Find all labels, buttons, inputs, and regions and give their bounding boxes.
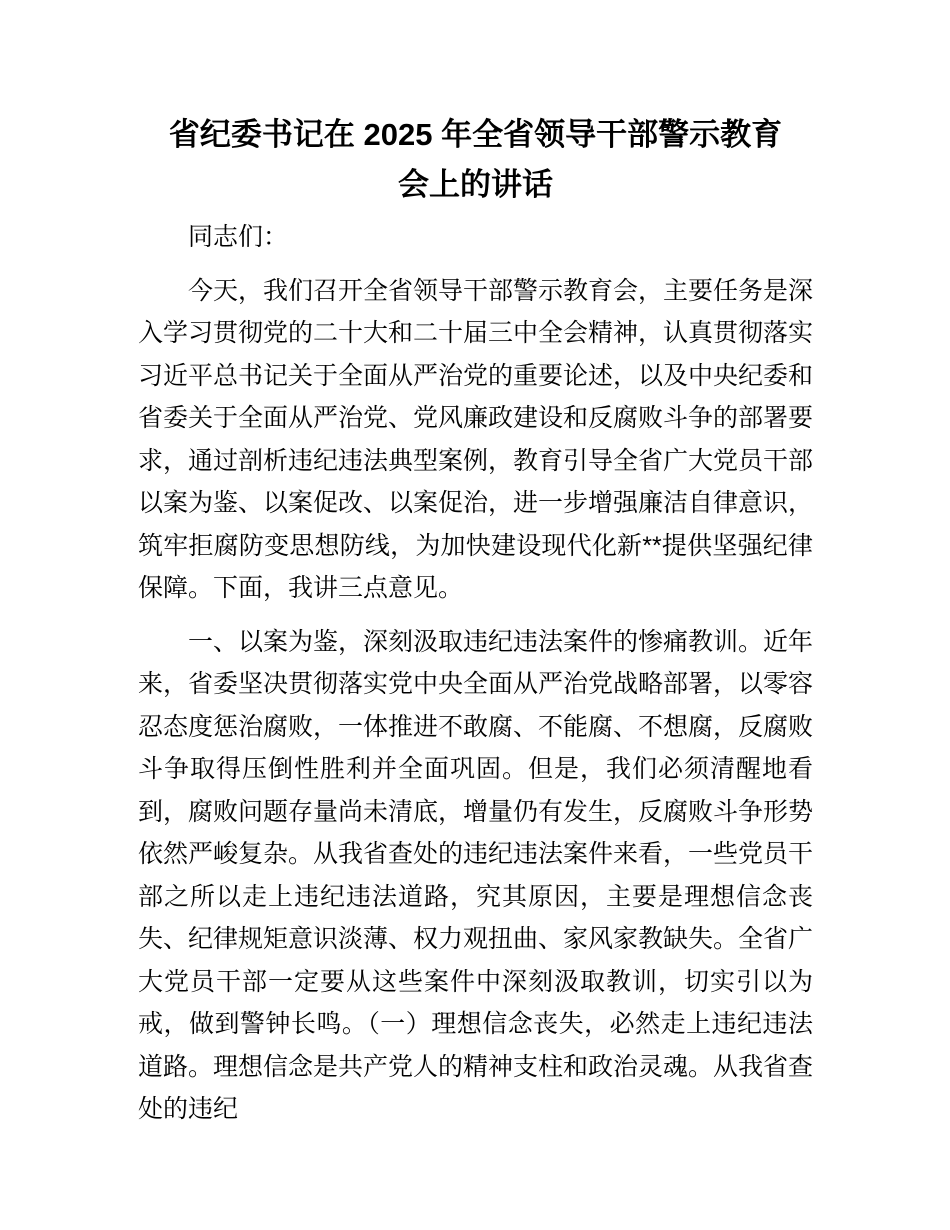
paragraph-opening: 今天，我们召开全省领导干部警示教育会，主要任务是深入学习贯彻党的二十大和二十届三中全会精神，认真贯彻落实习近平总书记关于全面从严治党的重要论述，以及中央纪委和省委关于全面从严治党、党风廉政建设和反腐败斗争的部署要求，通过剖析违纪违法典型案例，教育引导全省广大党员干部以案为鉴、以案促改、以案促治，进一步增强廉洁自律意识，筑牢拒腐防变思想防线，为加快建设现代化新**提供坚强纪律保障。下面，我讲三点意见。 [138,276,814,602]
salutation: 同志们： [188,223,289,251]
title-line-1: 省纪委书记在 2025 年全省领导干部警示教育 [168,117,783,152]
paragraph-section-one: 一、以案为鉴，深刻汲取违纪违法案件的惨痛教训。近年来，省委坚决贯彻落实党中央全面从严治党战略部署，以零容忍态度惩治腐败，一体推进不敢腐、不能腐、不想腐，反腐败斗争取得压倒性胜利并全面巩固。但是，我们必须清醒地看到，腐败问题存量尚未清底，增量仍有发生，反腐败斗争形势依然严峻复杂。从我省查处的违纪违法案件来看，一些党员干部之所以走上违纪违法道路，究其原因，主要是理想信念丧失、纪律规矩意识淡薄、权力观扭曲、家风家教缺失。全省广大党员干部一定要从这些案件中深刻汲取教训，切实引以为戒，做到警钟长鸣。（一）理想信念丧失，必然走上违纪违法道路。理想信念是共产党人的精神支柱和政治灵魂。从我省查处的违纪 [138,627,814,1123]
title-line-2: 会上的讲话 [398,167,553,202]
document-title [138,110,813,210]
